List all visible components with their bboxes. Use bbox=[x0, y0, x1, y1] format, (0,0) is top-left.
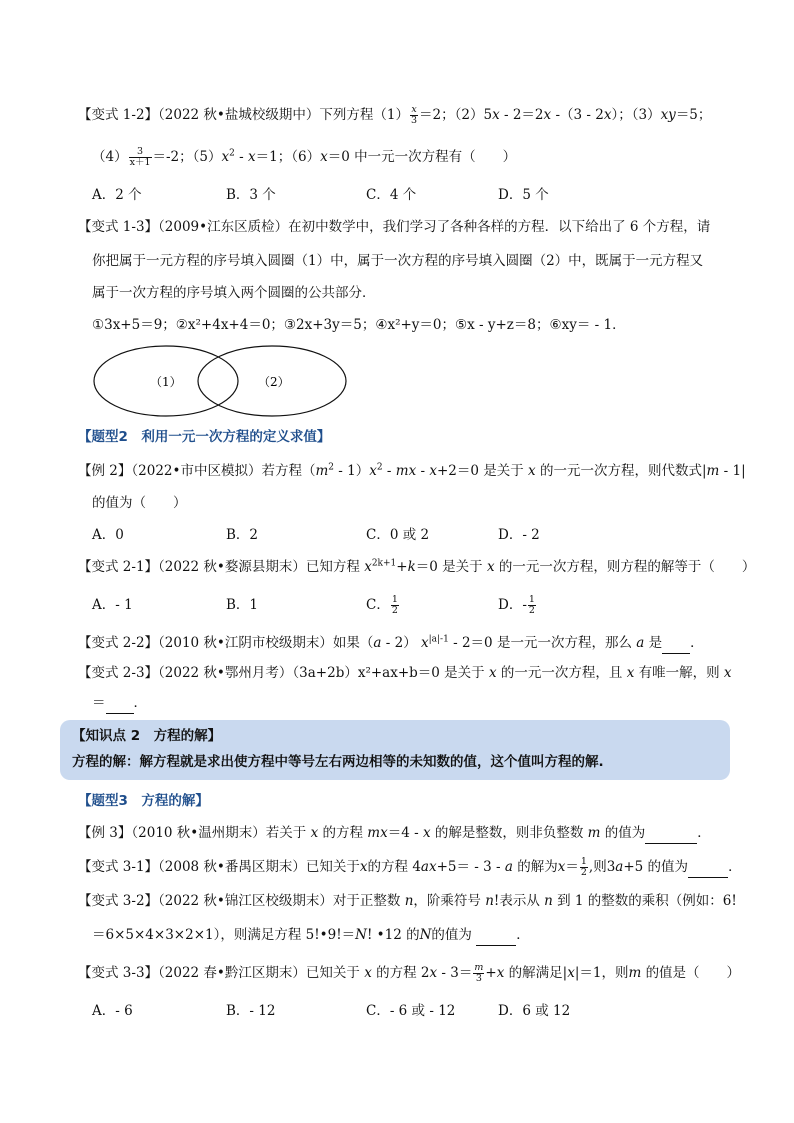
knowledge-point-box bbox=[60, 720, 730, 780]
ex2-line1: 【例 2】（2022•市中区模拟）若方程$(m^2 - 1)x^2$ - mx - x+2＝0 是关于 x 的一元一次方程，则代数式|m - 1| bbox=[78, 462, 746, 479]
option-d[interactable]: D．5 个 bbox=[498, 187, 549, 203]
q12-tag: 【变式 1-2】 bbox=[78, 107, 159, 123]
option-c[interactable]: C．- 6 或 - 12 bbox=[366, 1003, 456, 1019]
type2-heading: 【题型2 利用一元一次方程的定义求值】 bbox=[78, 429, 331, 445]
ex3-line: 【例 3】（2010 秋•温州期末）若关于 x 的方程 mx＝4 - x 的解是整数，则非负整数 m 的值为 ． bbox=[78, 822, 746, 844]
answer-blank[interactable] bbox=[688, 863, 728, 878]
q21-options bbox=[92, 594, 732, 616]
option-b[interactable]: B．3 个 bbox=[226, 187, 276, 203]
option-b[interactable]: B．- 12 bbox=[226, 1003, 276, 1019]
option-a[interactable]: A．0 bbox=[92, 527, 124, 543]
answer-blank[interactable] bbox=[662, 639, 690, 654]
q32-line2: ＝6×5×4×3×2×1），则满足方程 5!•9!＝N! •12 的N的值为 ． bbox=[92, 924, 746, 946]
ex2-line2: 的值为（ ） bbox=[92, 495, 187, 511]
venn-label-2: （2） bbox=[258, 375, 290, 389]
answer-blank[interactable] bbox=[106, 699, 134, 714]
venn-diagram bbox=[90, 338, 352, 418]
fraction-3-over-x-plus-1: $\frac{3}{x+1}$ bbox=[129, 146, 151, 168]
q23-line1: 【变式 2-3】（2022 秋•鄂州月考）（3a+2b）x²+ax+b＝0 是关于 x 的一元一次方程，且 x 有唯一解，则 x bbox=[78, 665, 732, 681]
q12-line2: （4） $\frac{3}{x+1}$ ＝-2；$(5)x^2 - x=1$；（6）x＝0 中一元一次方程有（ ） bbox=[92, 146, 517, 168]
option-d[interactable]: D．- 2 bbox=[498, 527, 540, 543]
option-d[interactable]: D．- $\frac{1}{2}$ bbox=[498, 594, 535, 616]
q23-line2: ＝ ． bbox=[92, 692, 746, 714]
ex2-options bbox=[92, 524, 732, 546]
answer-blank[interactable] bbox=[645, 829, 697, 844]
q13-line1: 【变式 1-3】（2009•江东区质检）在初中数学中，我们学习了各种各样的方程．以下给出了 6 个方程，请 bbox=[78, 219, 711, 235]
option-c[interactable]: C． $\frac{1}{2}$ bbox=[366, 594, 398, 616]
q32-line1: 【变式 3-2】（2022 秋•锦江区校级期末）对于正整数 n，阶乘符号 n!表示从 n 到 1 的整数的乘积（例如：6! bbox=[78, 893, 737, 909]
q12-line1: 【变式 1-2】（2022 秋•盐城校级期中）下列方程（1） $\frac{x}{3}$ ＝2；（2）5x - 2＝2x -（3 - 2x）；（3）xy＝5； bbox=[78, 104, 712, 126]
knowledge-point-body: 方程的解：解方程就是求出使方程中等号左右两边相等的未知数的值，这个值叫方程的解. bbox=[72, 754, 604, 770]
option-a[interactable]: A．2 个 bbox=[92, 187, 142, 203]
q13-equations: ①3x+5＝9；②x²+4x+4＝0；③2x+3y＝5；④x²+y＝0；⑤x - y+z＝8；⑥xy＝ - 1． bbox=[92, 317, 626, 333]
q33-line: 【变式 3-3】（2022 春•黔江区期末）已知关于 x 的方程 2x - 3＝ $\frac{m}{3}$ +x 的解满足|x|＝1，则m 的值是（ ） bbox=[78, 962, 741, 984]
option-d[interactable]: D．6 或 12 bbox=[498, 1003, 571, 1019]
q31-line: 【变式 3-1】（2008 秋•番禺区期末）已知关于x的方程 4ax+5＝ - 3 - a 的解为x＝ $\frac{1}{2}$ ,则3a+5 的值为 ． bbox=[78, 856, 742, 878]
option-c[interactable]: C．0 或 2 bbox=[366, 527, 430, 543]
q12-source: （2022 秋•盐城校级期中） bbox=[158, 107, 320, 123]
fraction-x-over-3: $\frac{x}{3}$ bbox=[411, 104, 418, 126]
q13-line2: 你把属于一元方程的序号填入圆圈（1）中，属于一次方程的序号填入圆圈（2）中，既属于一元方程又 bbox=[92, 253, 704, 269]
type3-heading: 【题型3 方程的解】 bbox=[78, 793, 209, 809]
q21-line1: 【变式 2-1】（2022 秋•婺源县期末）已知方程 $x^{2k+1}+k=0$ 是关于 x 的一元一次方程，则方程的解等于（ ） bbox=[78, 558, 756, 575]
q33-options bbox=[92, 1000, 732, 1022]
option-a[interactable]: A．- 6 bbox=[92, 1003, 133, 1019]
option-b[interactable]: B．1 bbox=[226, 597, 259, 613]
q22-line: 【变式 2-2】（2010 秋•江阴市校级期末）如果（a - 2） $x^{|a|-1} - 2=0$ 是一元一次方程，那么 a 是 ． bbox=[78, 632, 746, 654]
q12-options bbox=[92, 184, 732, 206]
knowledge-point-title: 【知识点 2 方程的解】 bbox=[72, 728, 222, 744]
answer-blank[interactable] bbox=[476, 931, 516, 946]
q13-line3: 属于一次方程的序号填入两个圆圈的公共部分． bbox=[92, 285, 376, 301]
option-b[interactable]: B．2 bbox=[226, 527, 259, 543]
option-c[interactable]: C．4 个 bbox=[366, 187, 417, 203]
option-a[interactable]: A．- 1 bbox=[92, 597, 133, 613]
venn-label-1: （1） bbox=[150, 375, 182, 389]
